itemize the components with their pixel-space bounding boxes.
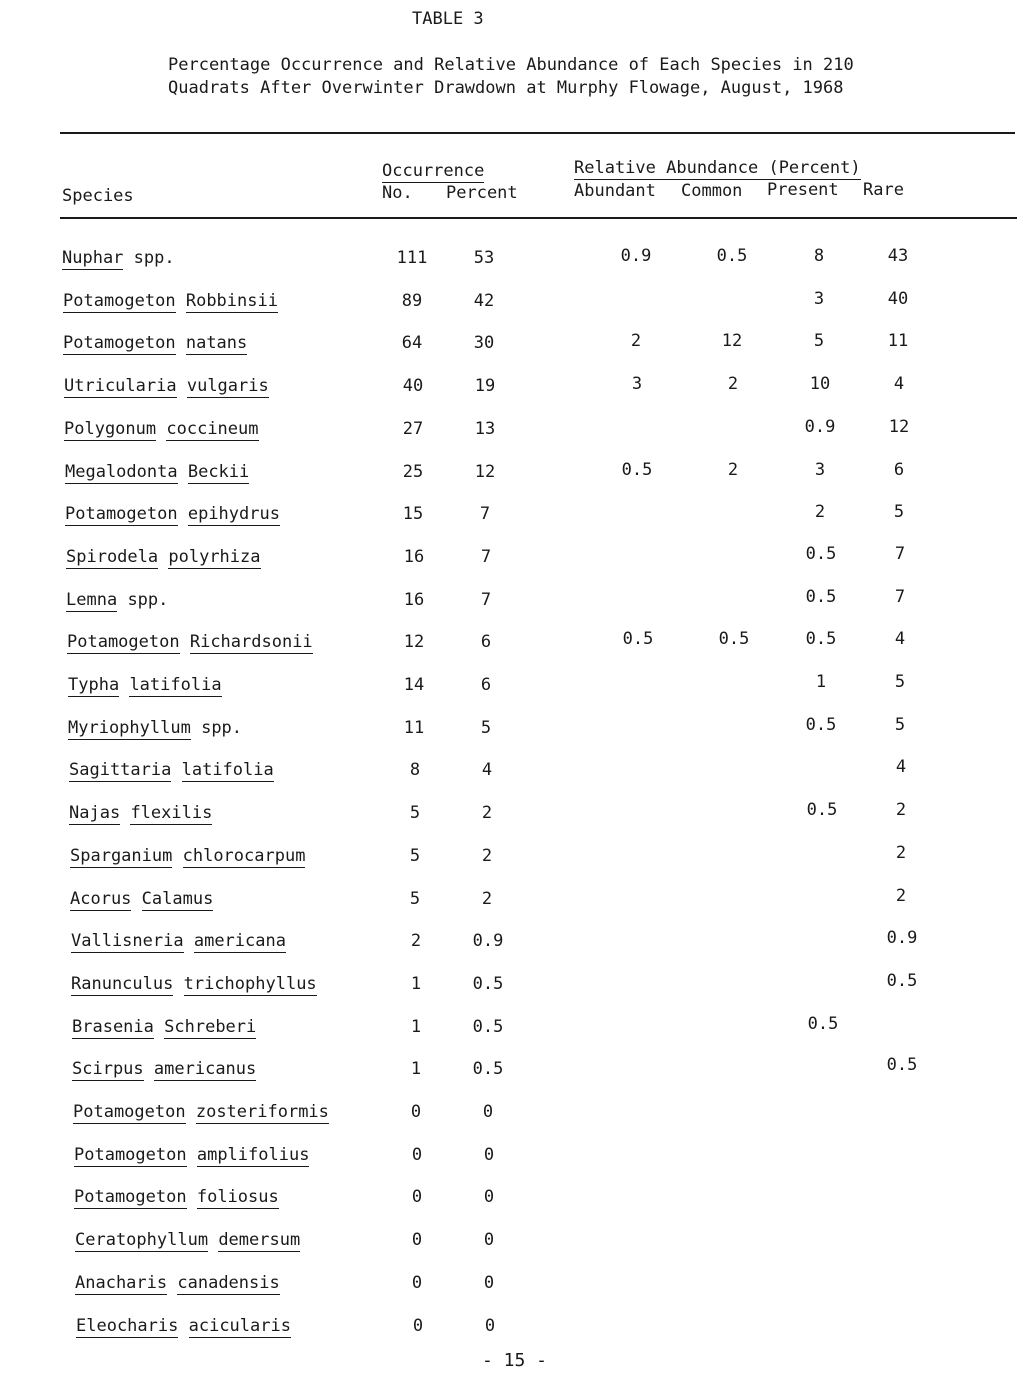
cell-percent: 30 <box>473 333 495 353</box>
species-genus: Utricularia <box>64 376 177 396</box>
species-epithet: chlorocarpum <box>182 846 306 866</box>
cell-percent: 0 <box>484 1316 496 1336</box>
species-epithet: zosteriformis <box>195 1102 329 1122</box>
species-name <box>76 1316 291 1336</box>
species-name <box>68 675 222 695</box>
species-genus: Potamogeton <box>63 333 176 353</box>
species-epithet: spp. <box>133 248 175 268</box>
cell-no: 1 <box>410 1059 422 1079</box>
cell-no: 15 <box>402 504 424 524</box>
cell-abundant: 0.5 <box>622 629 654 649</box>
header-present: Present <box>767 180 839 200</box>
species-name <box>71 931 286 951</box>
species-epithet: vulgaris <box>186 376 269 396</box>
cell-present: 3 <box>814 460 826 480</box>
cell-no: 0 <box>412 1316 424 1336</box>
species-genus: Polygonum <box>64 419 157 439</box>
species-name <box>63 291 278 311</box>
cell-percent: 0.9 <box>472 931 504 951</box>
species-epithet: trichophyllus <box>183 974 317 994</box>
cell-present: 0.5 <box>805 715 837 735</box>
species-epithet: canadensis <box>177 1273 280 1293</box>
cell-rare: 5 <box>894 715 906 735</box>
cell-no: 14 <box>403 675 425 695</box>
species-epithet: polyrhiza <box>168 547 261 567</box>
cell-no: 1 <box>410 1017 422 1037</box>
cell-percent: 2 <box>481 846 493 866</box>
cell-percent: 7 <box>479 504 491 524</box>
species-genus: Nuphar <box>62 248 124 268</box>
species-epithet: spp. <box>201 718 243 738</box>
cell-present: 5 <box>813 331 825 351</box>
species-genus: Potamogeton <box>67 632 180 652</box>
cell-percent: 0 <box>483 1187 495 1207</box>
cell-rare: 2 <box>895 800 907 820</box>
table-caption: Percentage Occurrence and Relative Abundance of Each Species in 210 Quadrats After Overwinter Drawdown at Murphy Flowage, August, 1968 <box>168 55 854 98</box>
species-genus: Typha <box>68 675 120 695</box>
cell-percent: 6 <box>480 675 492 695</box>
cell-percent: 42 <box>473 291 495 311</box>
species-epithet: americana <box>193 931 286 951</box>
cell-no: 25 <box>402 462 424 482</box>
species-name <box>70 889 213 909</box>
page-number: - 15 - <box>482 1350 548 1371</box>
species-epithet: demersum <box>218 1230 301 1250</box>
cell-rare: 2 <box>895 843 907 863</box>
species-genus: Sparganium <box>70 846 173 866</box>
cell-rare: 0.5 <box>886 971 918 991</box>
header-rule <box>60 217 1017 219</box>
species-genus: Myriophyllum <box>68 718 191 738</box>
cell-no: 5 <box>409 803 421 823</box>
species-name <box>72 1017 256 1037</box>
cell-common: 0.5 <box>716 246 748 266</box>
header-rare: Rare <box>863 180 904 200</box>
cell-rare: 5 <box>894 672 906 692</box>
species-genus: Lemna <box>66 590 118 610</box>
species-genus: Potamogeton <box>74 1145 187 1165</box>
cell-rare: 6 <box>893 460 905 480</box>
species-genus: Brasenia <box>72 1017 154 1037</box>
cell-no: 0 <box>411 1187 423 1207</box>
cell-present: 1 <box>815 672 827 692</box>
cell-rare: 11 <box>887 331 909 351</box>
cell-no: 111 <box>396 248 428 268</box>
cell-no: 16 <box>403 547 425 567</box>
species-epithet: latifolia <box>181 760 274 780</box>
cell-no: 2 <box>410 931 422 951</box>
species-name <box>74 1145 309 1165</box>
cell-percent: 13 <box>474 419 496 439</box>
species-genus: Najas <box>69 803 121 823</box>
cell-percent: 53 <box>473 248 495 268</box>
species-epithet: americanus <box>153 1059 257 1079</box>
species-name <box>67 632 313 652</box>
header-species: Species <box>62 186 134 206</box>
cell-rare: 4 <box>895 757 907 777</box>
species-genus: Anacharis <box>75 1273 168 1293</box>
cell-no: 11 <box>403 718 425 738</box>
species-name <box>63 333 247 353</box>
cell-percent: 19 <box>474 376 496 396</box>
species-name <box>64 419 259 439</box>
cell-common: 0.5 <box>718 629 750 649</box>
cell-common: 12 <box>721 331 743 351</box>
species-name <box>65 462 249 482</box>
cell-rare: 40 <box>887 289 909 309</box>
cell-rare: 7 <box>894 544 906 564</box>
species-epithet: latifolia <box>129 675 222 695</box>
cell-rare: 2 <box>895 886 907 906</box>
cell-rare: 12 <box>888 417 910 437</box>
cell-abundant: 2 <box>630 331 642 351</box>
header-percent: Percent <box>446 183 518 203</box>
cell-present: 8 <box>813 246 825 266</box>
species-name <box>64 376 269 396</box>
cell-percent: 0.5 <box>472 974 504 994</box>
cell-no: 0 <box>411 1230 423 1250</box>
cell-rare: 4 <box>894 629 906 649</box>
cell-abundant: 0.5 <box>621 460 653 480</box>
species-genus: Eleocharis <box>76 1316 179 1336</box>
species-epithet: natans <box>185 333 248 353</box>
species-name <box>66 590 168 610</box>
cell-common: 2 <box>727 460 739 480</box>
header-relative-abundance: Relative Abundance (Percent) <box>574 158 861 178</box>
cell-percent: 0 <box>482 1102 494 1122</box>
species-name <box>70 846 305 866</box>
cell-present: 0.5 <box>805 544 837 564</box>
species-name <box>74 1187 279 1207</box>
cell-no: 1 <box>410 974 422 994</box>
cell-present: 2 <box>814 502 826 522</box>
species-name <box>73 1102 329 1122</box>
cell-present: 3 <box>813 289 825 309</box>
cell-abundant: 3 <box>631 374 643 394</box>
cell-percent: 7 <box>480 590 492 610</box>
cell-no: 27 <box>402 419 424 439</box>
species-name <box>75 1273 280 1293</box>
species-name <box>69 760 274 780</box>
cell-percent: 7 <box>480 547 492 567</box>
cell-present: 10 <box>809 374 831 394</box>
species-epithet: amplifolius <box>196 1145 310 1165</box>
header-abundant: Abundant <box>574 181 656 201</box>
cell-no: 64 <box>401 333 423 353</box>
cell-no: 0 <box>411 1145 423 1165</box>
species-epithet: foliosus <box>196 1187 279 1207</box>
cell-percent: 5 <box>480 718 492 738</box>
species-name <box>68 718 242 738</box>
cell-abundant: 0.9 <box>620 246 652 266</box>
cell-percent: 12 <box>474 462 496 482</box>
cell-no: 8 <box>409 760 421 780</box>
species-genus: Vallisneria <box>71 931 184 951</box>
cell-rare: 5 <box>893 502 905 522</box>
species-genus: Acorus <box>70 889 132 909</box>
top-rule <box>60 132 1015 134</box>
cell-no: 89 <box>401 291 423 311</box>
cell-percent: 6 <box>480 632 492 652</box>
species-epithet: Richardsonii <box>189 632 313 652</box>
species-genus: Ceratophyllum <box>75 1230 209 1250</box>
table-label: TABLE 3 <box>412 9 484 29</box>
header-occurrence: Occurrence <box>382 161 485 181</box>
cell-percent: 0 <box>483 1145 495 1165</box>
cell-rare: 7 <box>894 587 906 607</box>
species-name <box>65 504 280 524</box>
species-genus: Potamogeton <box>65 504 178 524</box>
header-no: No. <box>382 183 413 203</box>
cell-no: 16 <box>403 590 425 610</box>
species-epithet: acicularis <box>188 1316 291 1336</box>
cell-no: 0 <box>411 1273 423 1293</box>
species-name <box>62 248 175 268</box>
species-name <box>66 547 261 567</box>
species-genus: Spirodela <box>66 547 159 567</box>
cell-present: 0.5 <box>806 800 838 820</box>
species-epithet: epihydrus <box>187 504 280 524</box>
cell-percent: 0.5 <box>472 1059 504 1079</box>
species-genus: Potamogeton <box>63 291 176 311</box>
cell-rare: 0.5 <box>886 1055 918 1075</box>
species-epithet: Robbinsii <box>185 291 278 311</box>
cell-present: 0.9 <box>804 417 836 437</box>
cell-percent: 4 <box>481 760 493 780</box>
species-epithet: flexilis <box>130 803 213 823</box>
species-genus: Ranunculus <box>71 974 174 994</box>
species-name <box>75 1230 300 1250</box>
cell-percent: 0.5 <box>472 1017 504 1037</box>
species-epithet: coccineum <box>166 419 259 439</box>
cell-present: 0.5 <box>805 587 837 607</box>
species-name <box>72 1059 256 1079</box>
species-genus: Sagittaria <box>69 760 172 780</box>
species-epithet: Calamus <box>141 889 214 909</box>
cell-rare: 4 <box>893 374 905 394</box>
header-common: Common <box>681 181 743 201</box>
species-genus: Scirpus <box>72 1059 144 1079</box>
cell-no: 0 <box>410 1102 422 1122</box>
species-epithet: spp. <box>127 590 169 610</box>
cell-no: 5 <box>409 889 421 909</box>
species-genus: Megalodonta <box>65 462 178 482</box>
cell-rare: 0.9 <box>886 928 918 948</box>
cell-no: 5 <box>409 846 421 866</box>
cell-percent: 2 <box>481 889 493 909</box>
cell-no: 40 <box>402 376 424 396</box>
cell-common: 2 <box>727 374 739 394</box>
species-name <box>71 974 317 994</box>
species-epithet: Schreberi <box>164 1017 257 1037</box>
cell-rare: 43 <box>887 246 909 266</box>
species-genus: Potamogeton <box>73 1102 186 1122</box>
species-name <box>69 803 212 823</box>
cell-percent: 0 <box>483 1230 495 1250</box>
cell-present: 0.5 <box>805 629 837 649</box>
cell-no: 12 <box>403 632 425 652</box>
cell-percent: 2 <box>481 803 493 823</box>
cell-present: 0.5 <box>807 1014 839 1034</box>
species-genus: Potamogeton <box>74 1187 187 1207</box>
cell-percent: 0 <box>483 1273 495 1293</box>
species-epithet: Beckii <box>187 462 250 482</box>
